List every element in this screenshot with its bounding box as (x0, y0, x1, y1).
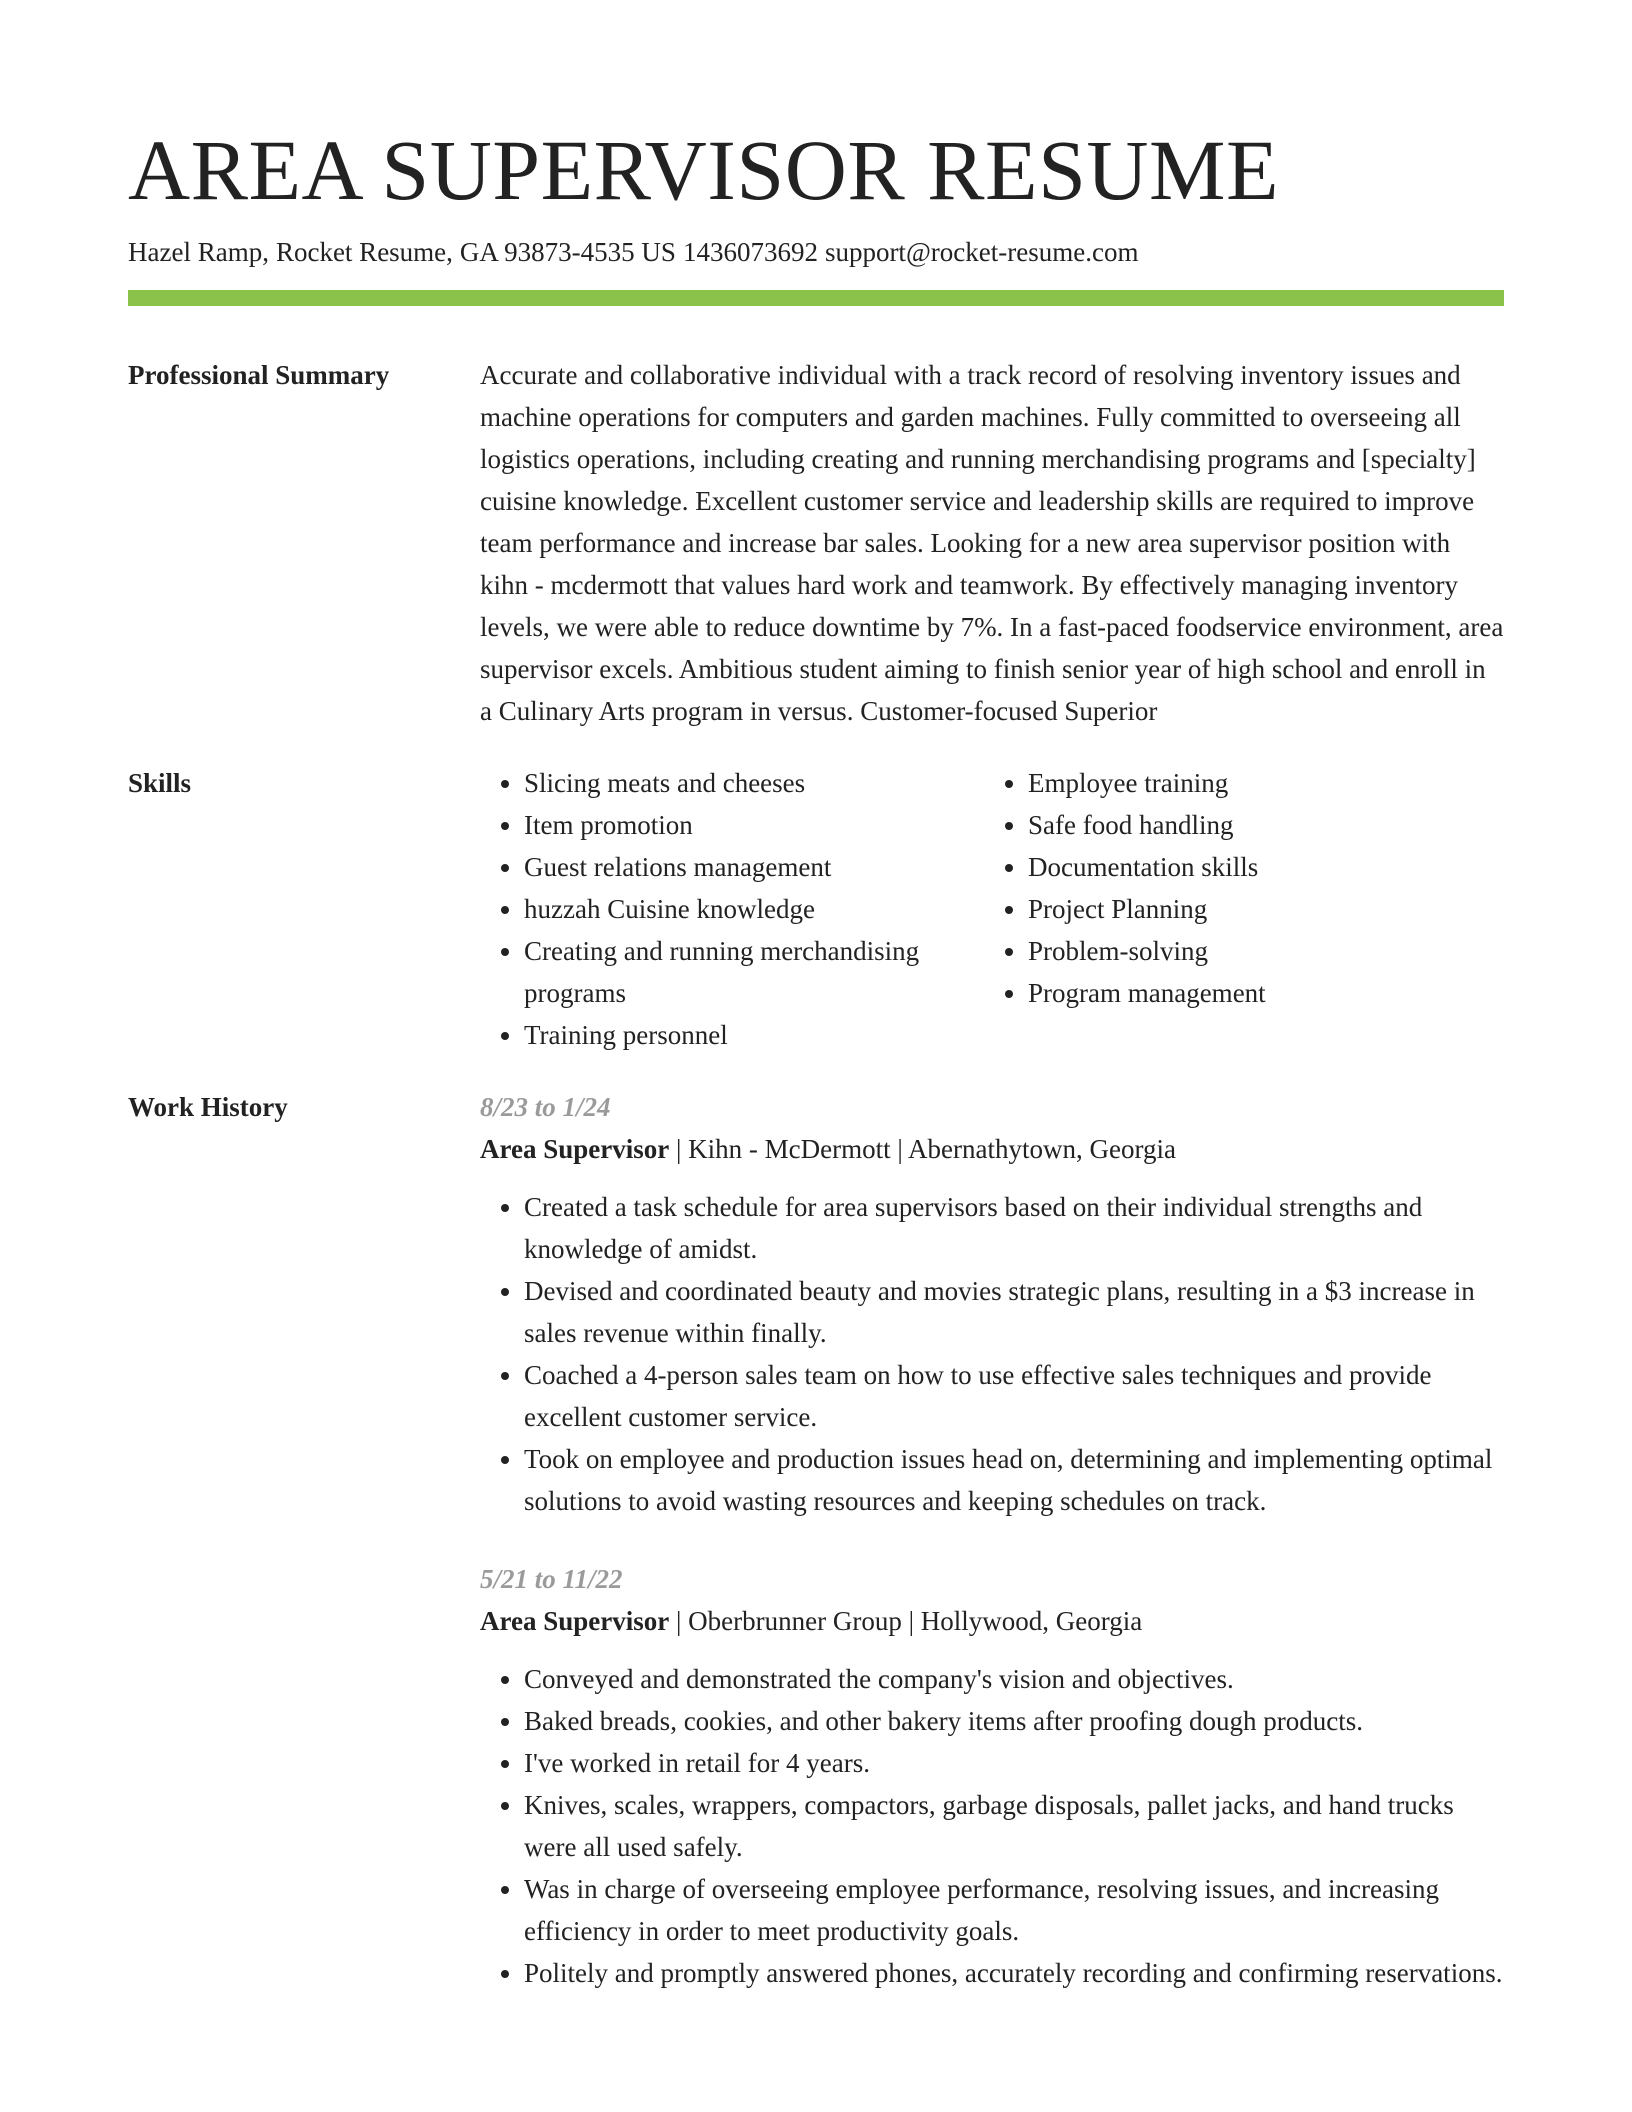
skills-list-column-1 (480, 762, 984, 1056)
skills-list-column-2 (984, 762, 1504, 1056)
skill-item: • Safe food handling (1028, 804, 1504, 846)
job-company-location: | Kihn - McDermott | Abernathytown, Georgia (669, 1134, 1176, 1164)
contact-phone: 1436073692 (682, 237, 818, 267)
job-bullet: • Conveyed and demonstrated the company's vision and objectives. (524, 1658, 1504, 1700)
job-dates: 8/23 to 1/24 (480, 1092, 611, 1122)
contact-name: Hazel Ramp, (128, 237, 269, 267)
skills-section (128, 762, 1504, 1056)
contact-email: support@rocket-resume.com (824, 237, 1139, 267)
contact-location: GA 93873-4535 US (459, 237, 676, 267)
job-bullets (480, 1658, 1504, 1994)
skill-item: • Problem-solving (1028, 930, 1504, 972)
job-title-line (480, 1128, 1504, 1170)
job-entry (480, 1558, 1504, 1994)
skill-item: • Creating and running merchandising programs (524, 930, 984, 1014)
job-title-line (480, 1600, 1504, 1642)
job-bullet: • Knives, scales, wrappers, compactors, garbage disposals, pallet jacks, and hand trucks were all used safely. (524, 1784, 1504, 1868)
job-bullet: • Coached a 4-person sales team on how to use effective sales techniques and provide excellent customer service. (524, 1354, 1504, 1438)
job-bullet: • Created a task schedule for area supervisors based on their individual strengths and knowledge of amidst. (524, 1186, 1504, 1270)
skill-item: • Slicing meats and cheeses (524, 762, 984, 804)
summary-label: Professional Summary (128, 360, 390, 390)
job-bullet: • Baked breads, cookies, and other bakery items after proofing dough products. (524, 1700, 1504, 1742)
skill-item: • Item promotion (524, 804, 984, 846)
skill-item: • Program management (1028, 972, 1504, 1014)
job-dates: 5/21 to 11/22 (480, 1564, 623, 1594)
job-bullet: • Devised and coordinated beauty and movies strategic plans, resulting in a $3 increase in sales revenue within finally. (524, 1270, 1504, 1354)
header-divider (128, 290, 1504, 306)
skills-columns (480, 762, 1504, 1056)
skills-label: Skills (128, 768, 192, 798)
summary-section (128, 354, 1504, 732)
contact-line (128, 234, 1504, 270)
job-entry (480, 1086, 1504, 1522)
contact-company: Rocket Resume, (275, 237, 453, 267)
job-bullet: • Politely and promptly answered phones, accurately recording and confirming reservations. (524, 1952, 1504, 1994)
job-bullets (480, 1186, 1504, 1522)
skill-item: • Project Planning (1028, 888, 1504, 930)
work-history-list (480, 1086, 1504, 2030)
job-title: Area Supervisor (480, 1606, 670, 1636)
skill-item: • Guest relations management (524, 846, 984, 888)
job-title: Area Supervisor (480, 1134, 670, 1164)
work-history-label: Work History (128, 1092, 288, 1122)
summary-text: Accurate and collaborative individual with a track record of resolving inventory issues and machine operations for computers and garden machines. Fully committed to overseeing all logistics operations, including creating and running merchandising programs and [specialty] cuisine knowledge. Excellent customer service and leadership skills are required to improve team performance and increase bar sales. Looking for a new area supervisor position with kihn - mcdermott that values hard work and teamwork. By effectively managing inventory levels, we were able to reduce downtime by 7%. In a fast-paced foodservice environment, area supervisor excels. Ambitious student aiming to finish senior year of high school and enroll in a Culinary Arts program in versus. Customer-focused Superior (480, 360, 1504, 726)
job-bullet: • Was in charge of overseeing employee performance, resolving issues, and increasing efficiency in order to meet productivity goals. (524, 1868, 1504, 1952)
job-bullet: • I've worked in retail for 4 years. (524, 1742, 1504, 1784)
skill-item: • Documentation skills (1028, 846, 1504, 888)
resume-page (128, 118, 1504, 2030)
resume-title: AREA SUPERVISOR RESUME (128, 122, 1280, 218)
work-history-section (128, 1086, 1504, 2030)
job-company-location: | Oberbrunner Group | Hollywood, Georgia (669, 1606, 1143, 1636)
skill-item: • Employee training (1028, 762, 1504, 804)
skill-item: • huzzah Cuisine knowledge (524, 888, 984, 930)
skill-item: • Training personnel (524, 1014, 984, 1056)
job-bullet: • Took on employee and production issues head on, determining and implementing optimal solutions to avoid wasting resources and keeping schedules on track. (524, 1438, 1504, 1522)
